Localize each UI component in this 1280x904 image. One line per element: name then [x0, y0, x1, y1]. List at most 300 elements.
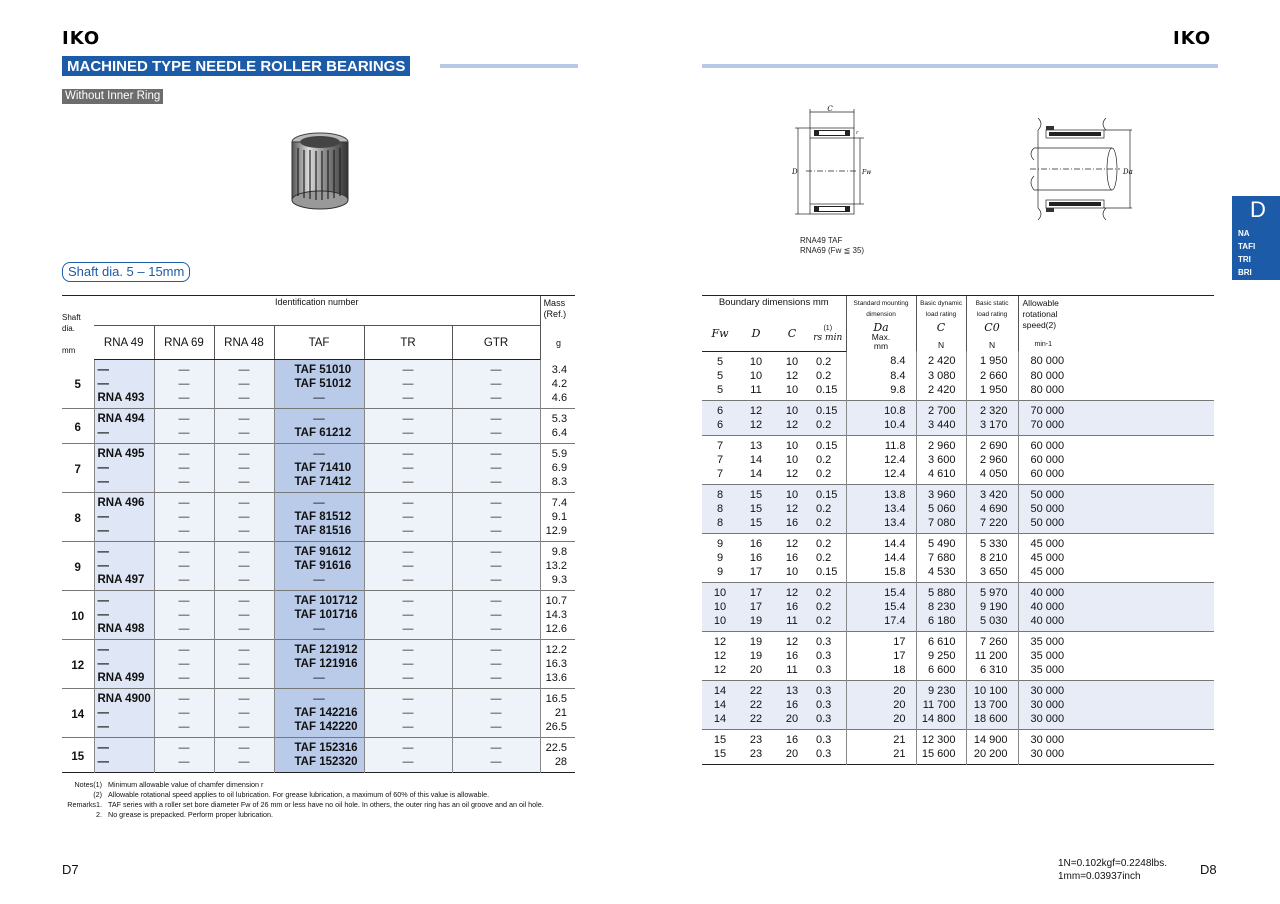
static-rating-cell: 13 700: [966, 698, 1018, 712]
rs-cell: 0.2: [816, 355, 832, 368]
da-cell: 17: [846, 631, 916, 649]
mass-cell: 4.2: [540, 377, 575, 391]
gtr-cell: —: [452, 426, 540, 444]
gtr-cell: —: [452, 444, 540, 462]
static-rating-cell: 3 170: [966, 418, 1018, 436]
mass-cell: 14.3: [540, 608, 575, 622]
rna69-cell: —: [154, 738, 214, 756]
rs-cell: 0.15: [816, 383, 838, 396]
section-list: [1238, 227, 1255, 279]
dimensions-table: [702, 295, 1214, 765]
c-cell: 20: [774, 712, 810, 730]
fw-cell: 8: [702, 484, 738, 502]
tr-cell: —: [364, 426, 452, 444]
dynamic-rating-cell: 4 610: [916, 467, 966, 485]
da-cell: 13.8: [846, 484, 916, 502]
speed-cell: 30 000: [1018, 747, 1214, 765]
d-cell: 11: [750, 383, 762, 396]
c-cell: 11: [774, 614, 810, 632]
d-cell: 16: [749, 537, 763, 550]
tr-cell: —: [364, 671, 452, 689]
da-cell: 10.4: [846, 418, 916, 436]
table-row: [702, 729, 1214, 747]
dynamic-rating-cell: 9 250: [916, 649, 966, 663]
speed-cell: 40 000: [1018, 614, 1214, 632]
title-rule: [440, 64, 578, 68]
table-row: [702, 516, 1214, 534]
table-row: [702, 680, 1214, 698]
gtr-cell: —: [452, 510, 540, 524]
dim-da-label: Da: [1123, 168, 1133, 176]
d-cell: 19: [738, 614, 774, 632]
c-cell: 16: [785, 649, 799, 662]
rna69-cell: —: [154, 377, 214, 391]
rna49-cell: —: [94, 426, 154, 444]
taf-cell: TAF 81512: [274, 510, 364, 524]
d-cell: 14: [749, 467, 763, 480]
dynamic-rating-cell: 2 420: [916, 383, 966, 401]
c-cell: 16: [785, 551, 799, 564]
rna48-cell: —: [214, 444, 274, 462]
section-item-na[interactable]: NA: [1238, 229, 1250, 238]
mass-cell: 12.9: [540, 524, 575, 542]
rs-cell: 0.3: [816, 733, 832, 746]
tr-cell: —: [364, 608, 452, 622]
identification-table: [62, 295, 575, 773]
taf-cell: —: [274, 391, 364, 409]
da-cell: 17: [846, 649, 916, 663]
mounting-drawing: [1024, 116, 1140, 222]
gtr-cell: —: [452, 591, 540, 609]
rna69-cell: —: [154, 391, 214, 409]
static-rating-cell: 7 260: [966, 631, 1018, 649]
table-row: [62, 524, 575, 542]
shaft-group: [62, 591, 575, 640]
rs-cell: 0.3: [816, 747, 832, 760]
mass-cell: 4.6: [540, 391, 575, 409]
allowable-speed-header: Allowable rotational speed(2) min-1: [1018, 296, 1214, 352]
dimension-group: [702, 400, 1214, 435]
d-cell: 19: [749, 635, 763, 648]
rs-cell: 0.2: [810, 582, 846, 600]
fw-cell: 15: [713, 733, 727, 746]
iko-logo-right: IKO: [1173, 28, 1212, 49]
speed-cell: 80 000: [1018, 369, 1214, 383]
rs-cell: 0.3: [816, 649, 832, 662]
fw-header: Fw: [702, 309, 738, 351]
rna49-cell: RNA 493: [94, 391, 154, 409]
table-row: [62, 426, 575, 444]
shaft-group: [62, 738, 575, 773]
d-cell: 17: [749, 565, 763, 578]
rna48-cell: —: [214, 755, 274, 773]
notes: [62, 780, 582, 820]
static-rating-cell: 6 310: [966, 663, 1018, 681]
gtr-cell: —: [452, 542, 540, 560]
d-cell: 22: [738, 680, 774, 698]
mass-cell: 9.3: [540, 573, 575, 591]
series-header-tr: TR: [364, 326, 452, 360]
fw-cell: 7: [716, 467, 724, 480]
rna49-cell: —: [94, 657, 154, 671]
fw-cell: 5: [716, 383, 724, 396]
gtr-cell: —: [452, 755, 540, 773]
tr-cell: —: [364, 640, 452, 658]
identification-number-header: Identification number: [94, 296, 540, 326]
da-cell: 17.4: [846, 614, 916, 632]
mass-cell: 12.6: [540, 622, 575, 640]
gtr-cell: —: [452, 720, 540, 738]
conversion-force: 1N=0.102kgf=0.2248lbs.: [1058, 858, 1167, 869]
rna48-cell: —: [214, 671, 274, 689]
mass-header: Mass (Ref.) g: [540, 296, 575, 360]
static-rating-cell: 4 050: [966, 467, 1018, 485]
dynamic-rating-cell: 6 180: [916, 614, 966, 632]
static-rating-cell: 5 330: [966, 533, 1018, 551]
rna69-cell: —: [154, 426, 214, 444]
rna49-cell: —: [94, 524, 154, 542]
rna48-cell: —: [214, 391, 274, 409]
c-cell: 10: [774, 484, 810, 502]
speed-cell: 60 000: [1018, 453, 1214, 467]
rna69-cell: —: [154, 542, 214, 560]
table-row: [702, 418, 1214, 436]
table-row: [62, 608, 575, 622]
speed-cell: 70 000: [1018, 418, 1214, 436]
table-row: [62, 409, 575, 427]
c-cell: 11: [786, 663, 798, 676]
taf-cell: TAF 91616: [274, 559, 364, 573]
d-cell: 22: [738, 712, 774, 730]
taf-cell: TAF 91612: [274, 542, 364, 560]
shaft-group: [62, 409, 575, 444]
shaft-dia-header: Shaft dia. mm: [62, 296, 94, 360]
dynamic-rating-cell: 12 300: [916, 729, 966, 747]
da-cell: 13.4: [846, 516, 916, 534]
note-text: Minimum allowable value of chamfer dimension r: [108, 780, 264, 789]
dynamic-rating-cell: 6 610: [916, 631, 966, 649]
tr-cell: —: [364, 475, 452, 493]
static-rating-cell: 3 420: [966, 484, 1018, 502]
note-label: 2.: [96, 810, 102, 819]
shaft-dia-cell: 14: [71, 708, 85, 721]
dynamic-rating-cell: 5 880: [916, 582, 966, 600]
rna69-cell: —: [154, 640, 214, 658]
gtr-cell: —: [452, 524, 540, 542]
speed-cell: 80 000: [1018, 351, 1214, 369]
gtr-cell: —: [452, 360, 540, 378]
rna48-cell: —: [214, 608, 274, 622]
c-cell: 16: [785, 733, 799, 746]
taf-cell: TAF 101712: [274, 591, 364, 609]
rna69-cell: —: [154, 524, 214, 542]
mass-cell: 5.3: [540, 409, 575, 427]
static-rating-cell: 11 200: [966, 649, 1018, 663]
gtr-cell: —: [452, 377, 540, 391]
table-row: [702, 551, 1214, 565]
dynamic-rating-cell: 11 700: [916, 698, 966, 712]
d-cell: 15: [738, 502, 774, 516]
rs-cell: 0.2: [816, 467, 832, 480]
table-row: [62, 622, 575, 640]
table-row: [62, 377, 575, 391]
title-rule-right: [702, 64, 1218, 68]
static-rating-cell: 4 690: [966, 502, 1018, 516]
gtr-cell: —: [452, 671, 540, 689]
rs-cell: 0.3: [816, 663, 832, 676]
shaft-dia-cell: 10: [71, 610, 85, 623]
speed-cell: 70 000: [1018, 400, 1214, 418]
shaft-dia-cell: 7: [74, 463, 81, 476]
table-row: [702, 631, 1214, 649]
table-row: [702, 582, 1214, 600]
fw-cell: 14: [702, 712, 738, 730]
gtr-cell: —: [452, 689, 540, 707]
c-cell: 16: [774, 698, 810, 712]
rna48-cell: —: [214, 426, 274, 444]
tr-cell: —: [364, 360, 452, 378]
d-cell: 10: [749, 355, 763, 368]
rs-cell: 0.3: [816, 635, 832, 648]
speed-cell: 40 000: [1018, 582, 1214, 600]
rs-cell: 0.2: [816, 537, 832, 550]
speed-cell: 35 000: [1018, 631, 1214, 649]
conversion-length: 1mm=0.03937inch: [1058, 871, 1141, 882]
c-cell: 10: [785, 383, 799, 396]
bearing-photo: [288, 130, 352, 212]
fw-cell: 7: [716, 439, 724, 452]
speed-cell: 50 000: [1018, 516, 1214, 534]
taf-cell: TAF 152320: [274, 755, 364, 773]
dynamic-rating-cell: 4 530: [916, 565, 966, 583]
rna69-cell: —: [154, 608, 214, 622]
rs-cell: 0.15: [810, 484, 846, 502]
d-cell: 22: [738, 698, 774, 712]
dynamic-rating-cell: 7 680: [916, 551, 966, 565]
section-item-tri[interactable]: TRI: [1238, 255, 1251, 264]
speed-cell: 45 000: [1018, 565, 1214, 583]
dim-c-label: C: [827, 105, 833, 113]
dynamic-rating-cell: 9 230: [916, 680, 966, 698]
fw-cell: 9: [716, 537, 724, 550]
table-row: [62, 755, 575, 773]
d-cell: 17: [738, 600, 774, 614]
rna48-cell: —: [214, 377, 274, 391]
fw-cell: 12: [713, 649, 727, 662]
gtr-cell: —: [452, 461, 540, 475]
table-row: [62, 444, 575, 462]
rna69-cell: —: [154, 409, 214, 427]
static-rating-cell: 14 900: [966, 729, 1018, 747]
rna49-cell: —: [94, 377, 154, 391]
taf-cell: —: [274, 689, 364, 707]
shaft-dia-cell: 8: [74, 512, 81, 525]
dynamic-rating-cell: 2 700: [916, 400, 966, 418]
da-cell: 20: [846, 680, 916, 698]
taf-cell: —: [274, 671, 364, 689]
static-rating-cell: 5 970: [966, 582, 1018, 600]
dimension-group: [702, 582, 1214, 631]
rna49-cell: —: [94, 591, 154, 609]
static-rating-cell: 18 600: [966, 712, 1018, 730]
c-cell: 10: [785, 565, 799, 578]
rna49-cell: —: [94, 640, 154, 658]
mass-cell: 13.2: [540, 559, 575, 573]
dynamic-rating-cell: 3 440: [916, 418, 966, 436]
tr-cell: —: [364, 542, 452, 560]
series-header-taf: TAF: [274, 326, 364, 360]
mass-cell: 6.9: [540, 461, 575, 475]
dynamic-rating-cell: 2 420: [916, 351, 966, 369]
taf-cell: TAF 61212: [274, 426, 364, 444]
mass-cell: 26.5: [540, 720, 575, 738]
speed-cell: 60 000: [1018, 467, 1214, 485]
taf-cell: —: [274, 409, 364, 427]
table-row: [702, 351, 1214, 369]
dynamic-rating-cell: 6 600: [916, 663, 966, 681]
table-row: [702, 565, 1214, 583]
dimension-group: [702, 435, 1214, 484]
rna69-cell: —: [154, 689, 214, 707]
rna69-cell: —: [154, 559, 214, 573]
section-tab[interactable]: [1232, 196, 1280, 280]
table-row: [702, 698, 1214, 712]
rs-cell: 0.3: [810, 680, 846, 698]
shaft-range-badge: Shaft dia. 5 – 15mm: [62, 262, 190, 282]
taf-cell: —: [274, 444, 364, 462]
tr-cell: —: [364, 524, 452, 542]
rna49-cell: —: [94, 360, 154, 378]
rna49-cell: RNA 499: [94, 671, 154, 689]
d-cell: 12: [738, 418, 774, 436]
shaft-dia-cell: 12: [71, 659, 85, 672]
rna49-cell: RNA 498: [94, 622, 154, 640]
table-row: [62, 391, 575, 409]
rna69-cell: —: [154, 360, 214, 378]
table-row: [702, 600, 1214, 614]
taf-cell: TAF 121916: [274, 657, 364, 671]
table-row: [62, 493, 575, 511]
speed-cell: 30 000: [1018, 698, 1214, 712]
unit-conversion: [1058, 857, 1167, 883]
dimension-group: [702, 484, 1214, 533]
table-row: [62, 706, 575, 720]
section-letter: D: [1250, 197, 1266, 222]
fw-cell: 10: [702, 614, 738, 632]
mass-cell: 3.4: [540, 360, 575, 378]
mass-cell: 22.5: [540, 738, 575, 756]
rna48-cell: —: [214, 542, 274, 560]
fw-cell: 15: [713, 747, 727, 760]
rna48-cell: —: [214, 559, 274, 573]
series-header-rna49: RNA 49: [94, 326, 154, 360]
da-cell: 21: [846, 729, 916, 747]
mass-cell: 9.8: [540, 542, 575, 560]
static-rating-cell: 2 690: [966, 435, 1018, 453]
table-row: [702, 435, 1214, 453]
taf-cell: TAF 71410: [274, 461, 364, 475]
da-cell: 12.4: [846, 453, 916, 467]
rna49-cell: —: [94, 720, 154, 738]
table-row: [702, 533, 1214, 551]
gtr-cell: —: [452, 391, 540, 409]
note-text: TAF series with a roller set bore diameter Fw of 26 mm or less have no oil hole. In others, the outer ring has an oil groove and an oil hole.: [108, 800, 544, 809]
d-cell: 23: [749, 747, 763, 760]
static-rating-cell: 5 030: [966, 614, 1018, 632]
table-row: [62, 573, 575, 591]
rna49-cell: —: [94, 475, 154, 493]
mass-cell: 10.7: [540, 591, 575, 609]
rna48-cell: —: [214, 738, 274, 756]
c-cell: 10: [785, 453, 799, 466]
rs-cell: 0.3: [810, 698, 846, 712]
rna48-cell: —: [214, 622, 274, 640]
subtitle-tag: Without Inner Ring: [62, 89, 163, 104]
rna69-cell: —: [154, 622, 214, 640]
section-item-tafi[interactable]: TAFI: [1238, 242, 1256, 251]
da-cell: 13.4: [846, 502, 916, 516]
rna48-cell: —: [214, 475, 274, 493]
rna48-cell: —: [214, 524, 274, 542]
rs-cell: 0.2: [816, 453, 832, 466]
speed-cell: 50 000: [1018, 484, 1214, 502]
taf-cell: TAF 142220: [274, 720, 364, 738]
da-cell: 20: [846, 712, 916, 730]
table-row: [702, 484, 1214, 502]
tr-cell: —: [364, 377, 452, 391]
da-cell: 12.4: [846, 467, 916, 485]
table-row: [62, 475, 575, 493]
shaft-group: [62, 444, 575, 493]
fw-cell: 9: [716, 565, 724, 578]
da-cell: 8.4: [846, 369, 916, 383]
da-cell: 11.8: [846, 435, 916, 453]
static-rating-cell: 8 210: [966, 551, 1018, 565]
speed-cell: 80 000: [1018, 383, 1214, 401]
c-cell: 12: [785, 369, 799, 382]
rna49-cell: —: [94, 755, 154, 773]
d-cell: 15: [738, 516, 774, 534]
rna49-cell: RNA 496: [94, 493, 154, 511]
series-header-rna48: RNA 48: [214, 326, 274, 360]
table-row: [702, 383, 1214, 401]
shaft-group: [62, 542, 575, 591]
section-item-bri[interactable]: BRI: [1238, 268, 1252, 277]
c-header: C: [774, 309, 810, 351]
mass-cell: 9.1: [540, 510, 575, 524]
c-cell: 20: [785, 747, 799, 760]
dynamic-rating-cell: 3 960: [916, 484, 966, 502]
table-row: [702, 712, 1214, 730]
tr-cell: —: [364, 510, 452, 524]
bearing-section-drawing: [784, 104, 876, 222]
rna48-cell: —: [214, 409, 274, 427]
tr-cell: —: [364, 591, 452, 609]
tr-cell: —: [364, 622, 452, 640]
rs-cell: 0.15: [816, 439, 838, 452]
rs-min-header: (1) rs min: [810, 309, 846, 351]
rs-cell: 0.15: [816, 565, 838, 578]
table-row: [62, 360, 575, 378]
static-rating-cell: 20 200: [966, 747, 1018, 765]
table-row: [62, 559, 575, 573]
c-cell: 12: [774, 502, 810, 516]
tr-cell: —: [364, 573, 452, 591]
mass-cell: 12.2: [540, 640, 575, 658]
c-cell: 16: [774, 600, 810, 614]
gtr-cell: —: [452, 573, 540, 591]
table-row: [62, 461, 575, 475]
